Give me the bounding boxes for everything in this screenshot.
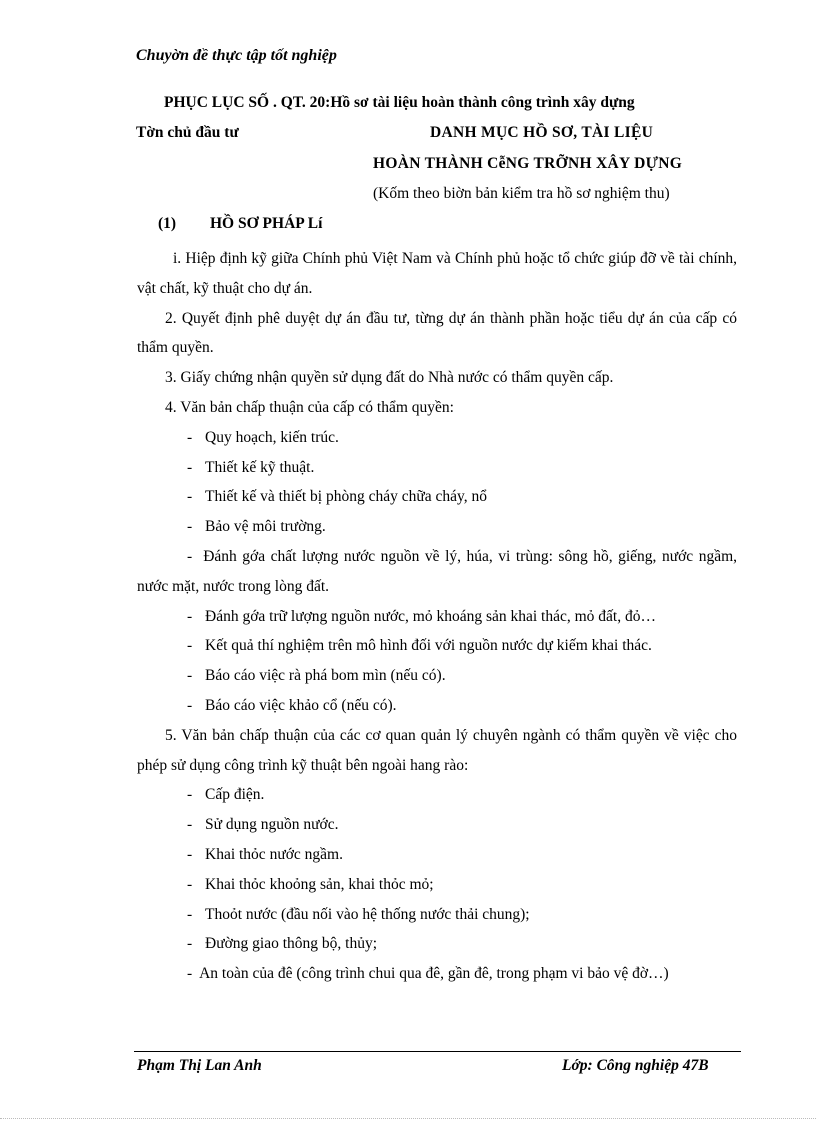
item-4-sub: - Đánh gớa chất lượng nước nguồn về lý, húa, vi trùng: sông hồ, giếng, nước ngầm, nước mặt, nước trong lòng đất. [137, 547, 738, 595]
dash-bullet: - [187, 667, 193, 685]
dash-bullet: - [187, 875, 193, 893]
appendix-title: PHỤC LỤC SỐ . QT. 20:Hồ sơ tài liệu hoàn thành công trình xây dựng [164, 94, 635, 111]
item-4: 4. Văn bản chấp thuận của cấp có thẩm quyền: [165, 398, 454, 416]
item-5-sub: - Thoỏt nước (đầu nối vào hệ thống nước thải chung); [137, 900, 737, 930]
dash-bullet: - [187, 547, 193, 565]
item-4-sub: - Quy hoạch, kiến trúc. [137, 423, 737, 453]
doc-title-line3: (Kốm theo biờn bản kiểm tra hồ sơ nghiệm thu) [373, 185, 670, 202]
dash-bullet: - [187, 845, 193, 863]
document-body [137, 244, 737, 989]
item-5-sub: - Khai thỏc khoỏng sản, khai thỏc mỏ; [137, 870, 737, 900]
item-5-sub: - Sử dụng nguồn nước. [137, 810, 737, 840]
page-boundary [0, 1118, 816, 1119]
doc-title-line1: DANH MỤC HỒ SƠ, TÀI LIỆU [430, 124, 654, 141]
dash-bullet: - [187, 905, 193, 923]
item-5-sub: - Khai thỏc nước ngầm. [137, 840, 737, 870]
item-4-sub: - Bảo vệ môi trường. [137, 512, 737, 542]
item-5-sub: - Đường giao thông bộ, thủy; [137, 929, 737, 959]
dash-bullet: - [187, 518, 193, 536]
item-2: 2. Quyết định phê duyệt dự án đầu tư, từng dự án thành phần hoặc tiểu dự án của cấp có thẩm quyền. [137, 309, 737, 357]
dash-bullet: - [187, 816, 193, 834]
item-4-sub: - Thiết kế và thiết bị phòng cháy chữa cháy, nổ [137, 482, 737, 512]
item-5-sub: - Cấp điện. [137, 780, 737, 810]
running-header: Chuyờn đề thực tập tốt nghiệp [136, 47, 337, 64]
doc-title-line2: HOÀN THÀNH CễNG TRỠNH XÂY DỰNG [373, 155, 683, 172]
dash-bullet: - [187, 488, 193, 506]
section-number: (1) [158, 215, 177, 232]
footer-class: Lớp: Công nghiệp 47B [562, 1057, 709, 1074]
section-heading [158, 215, 322, 233]
dash-bullet: - [187, 965, 193, 983]
item-4-sub: - Đánh gớa trữ lượng nguồn nước, mỏ khoáng sản khai thác, mỏ đất, đỏ… [137, 602, 737, 632]
footer-divider [134, 1051, 741, 1052]
item-4-sub: - Kết quả thí nghiệm trên mô hình đối với nguồn nước dự kiếm khai thác. [137, 631, 737, 661]
owner-label: Tờn chủ đầu tư [136, 124, 239, 141]
item-4-sub: - Thiết kế kỹ thuật. [137, 453, 737, 483]
dash-bullet: - [187, 786, 193, 804]
dash-bullet: - [187, 696, 193, 714]
item-4-sub: - Báo cáo việc khảo cổ (nếu có). [137, 691, 737, 721]
dash-bullet: - [187, 607, 193, 625]
dash-bullet: - [187, 428, 193, 446]
dash-bullet: - [187, 935, 193, 953]
dash-bullet: - [187, 637, 193, 655]
footer-author: Phạm Thị Lan Anh [137, 1057, 262, 1074]
section-title: HỒ SƠ PHÁP Lí [210, 215, 323, 232]
dash-bullet: - [187, 458, 193, 476]
item-4-sub: - Báo cáo việc rà phá bom mìn (nếu có). [137, 661, 737, 691]
item-i: i. Hiệp định kỹ giữa Chính phủ Việt Nam và Chính phủ hoặc tổ chức giúp đỡ về tài chính, vật chất, kỹ thuật cho dự án. [137, 250, 737, 297]
item-3: 3. Giấy chứng nhận quyền sử dụng đất do Nhà nước có thẩm quyền cấp. [165, 369, 614, 387]
item-5: 5. Văn bản chấp thuận của các cơ quan quản lý chuyên ngành có thẩm quyền về việc cho phép sử dụng công trình kỹ thuật bên ngoài hang rào: [137, 726, 737, 774]
item-5-sub: - An toàn của đê (công trình chui qua đê, gần đê, trong phạm vi bảo vệ đờ…) [187, 965, 669, 983]
